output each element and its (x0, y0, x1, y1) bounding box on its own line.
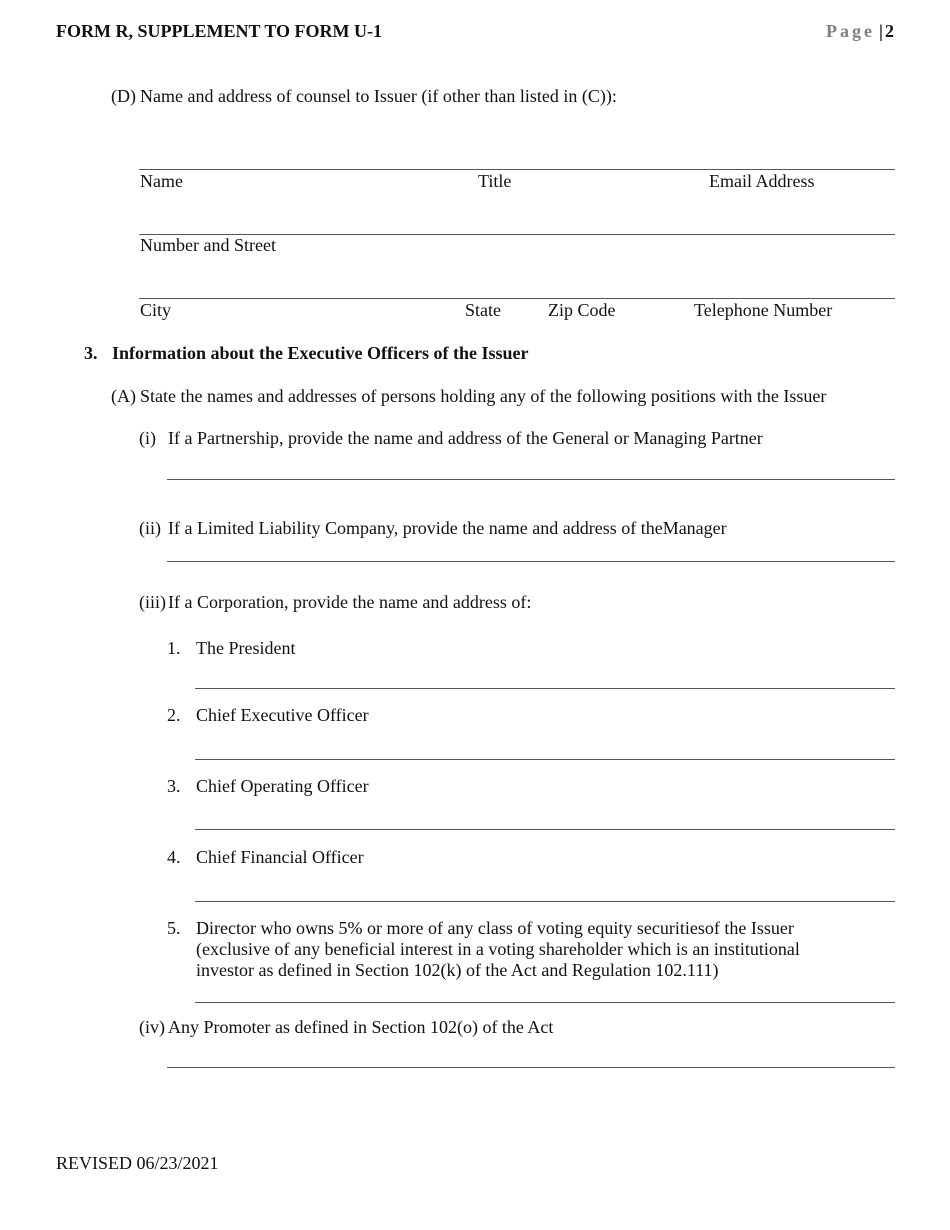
counsel-street-label: Number and Street (140, 235, 276, 255)
manager-answer-line[interactable] (167, 561, 895, 562)
form-title: FORM R, SUPPLEMENT TO FORM U-1 (56, 21, 383, 41)
cfo-answer-line[interactable] (195, 901, 895, 902)
revised-date: REVISED 06/23/2021 (56, 1153, 219, 1173)
page-number: 2 (885, 21, 894, 41)
officer-label-director-line3: investor as defined in Section 102(k) of the Act and Regulation 102.111) (196, 960, 719, 980)
officer-number: 4. (167, 847, 181, 867)
officer-label-director-line2: (exclusive of any beneficial interest in a voting shareholder which is an institutional (196, 939, 800, 959)
section-d-text: Name and address of counsel to Issuer (if other than listed in (C)): (140, 86, 617, 106)
officer-label-ceo: Chief Executive Officer (196, 705, 369, 725)
officer-number: 5. (167, 918, 181, 938)
section-d-marker: (D) (111, 86, 136, 106)
counsel-title-label: Title (478, 171, 512, 191)
counsel-email-label: Email Address (709, 171, 815, 191)
officer-number: 3. (167, 776, 181, 796)
counsel-city-label: City (140, 300, 172, 320)
officer-number: 1. (167, 638, 181, 658)
partner-answer-line[interactable] (167, 479, 895, 480)
officer-label-coo: Chief Operating Officer (196, 776, 369, 796)
page-indicator (826, 21, 894, 42)
item-i-text: If a Partnership, provide the name and address of the General or Managing Partner (168, 428, 763, 448)
ceo-answer-line[interactable] (195, 759, 895, 760)
item-iv-marker: (iv) (139, 1017, 165, 1037)
president-answer-line[interactable] (195, 688, 895, 689)
director-answer-line[interactable] (195, 1002, 895, 1003)
officer-label-director-line1: Director who owns 5% or more of any class of voting equity securitiesof the Issuer (196, 918, 794, 938)
item-ii-marker: (ii) (139, 518, 161, 538)
officer-label-cfo: Chief Financial Officer (196, 847, 364, 867)
page-separator: | (879, 21, 883, 41)
officer-number: 2. (167, 705, 181, 725)
item-iv-text: Any Promoter as defined in Section 102(o) of the Act (168, 1017, 554, 1037)
section-a-text: State the names and addresses of persons holding any of the following positions with the Issuer (140, 386, 827, 406)
item-iii-text: If a Corporation, provide the name and address of: (168, 592, 532, 612)
counsel-phone-label: Telephone Number (694, 300, 833, 320)
page-label: Page (826, 21, 876, 41)
section-3-heading: Information about the Executive Officers of the Issuer (112, 343, 529, 363)
section-a-marker: (A) (111, 386, 136, 406)
counsel-name-line[interactable] (139, 169, 895, 170)
officer-label-president: The President (196, 638, 296, 658)
counsel-name-label: Name (140, 171, 183, 191)
counsel-city-line[interactable] (139, 298, 895, 299)
item-iii-marker: (iii) (139, 592, 166, 612)
coo-answer-line[interactable] (195, 829, 895, 830)
promoter-answer-line[interactable] (167, 1067, 895, 1068)
item-i-marker: (i) (139, 428, 156, 448)
counsel-state-label: State (465, 300, 501, 320)
item-ii-text: If a Limited Liability Company, provide the name and address of theManager (168, 518, 727, 538)
counsel-zip-label: Zip Code (548, 300, 616, 320)
section-3-number: 3. (84, 343, 98, 363)
